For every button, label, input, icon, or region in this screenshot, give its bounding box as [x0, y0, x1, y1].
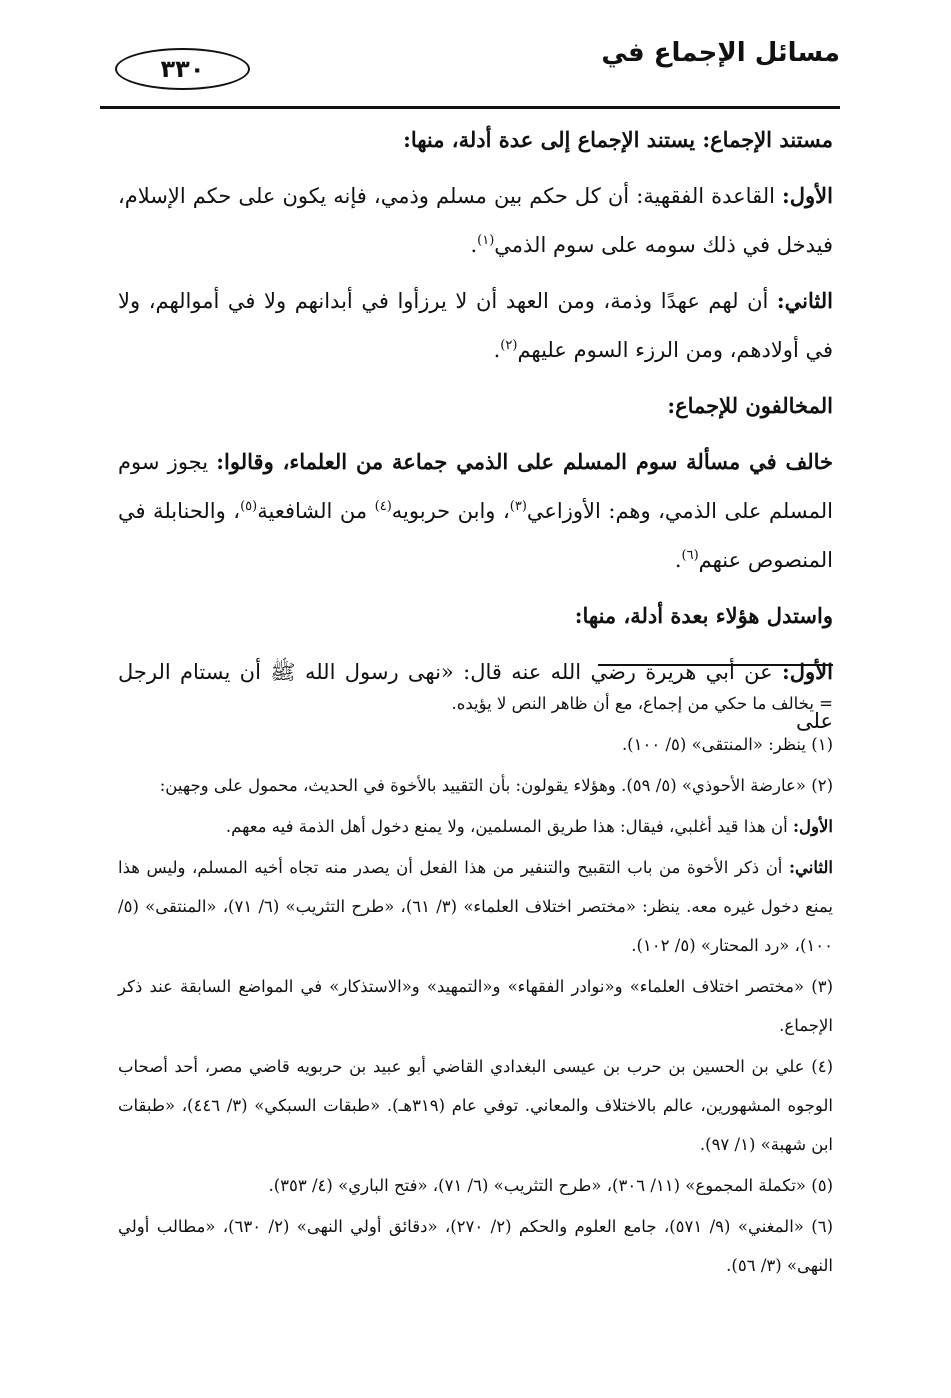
- footnote-ref: (١): [477, 233, 495, 248]
- lead-word: الثاني:: [788, 858, 833, 877]
- main-text: [118, 115, 833, 752]
- footnote-text: أن هذا قيد أغلبي، فيقال: هذا طريق المسلمين، ولا يمنع دخول أهل الذمة فيه معهم.: [225, 817, 793, 836]
- paragraph-proofs-heading: [118, 591, 833, 641]
- section-heading: مستند الإجماع: يستند الإجماع إلى عدة أدلة، منها:: [403, 127, 833, 152]
- footnote-continuation: = يخالف ما حكي من إجماع، مع أن ظاهر النص لا يؤيده.: [451, 694, 833, 713]
- footnote-2-second: [118, 848, 833, 965]
- footnote-4: (٤) علي بن الحسين بن حرب بن عيسى البغدادي القاضي أبو عبيد بن حربويه قاضي مصر، أحد أصحاب الوجوه المشهورين، عالم بالاختلاف والمعاني. توفي عام (٣١٩هـ). «طبقات السبكي» (٣/ ٤٤٦)، «طبقات ابن شهبة» (١/ ٩٧).: [118, 1057, 833, 1154]
- paragraph-opponents: خالف في مسألة سوم المسلم على الذمي جماعة من العلماء، وقالوا: يجوز سوم المسلم على الذمي، وهم: الأوزاعي$^{(٣)}$، وابن حربويه$^{(٤)}$ من الشافعية$^{(٥)}$، والحنابلة في المنصوص عنهم$^{(٦)}$.: [118, 449, 833, 572]
- paragraph-opponents-heading: [118, 381, 833, 431]
- footnote-ref: (٥): [240, 499, 258, 514]
- footnotes: [118, 684, 833, 1287]
- section-heading: واستدل هؤلاء بعدة أدلة، منها:: [574, 603, 833, 628]
- paragraph-text: القاعدة الفقهية: أن كل حكم بين مسلم وذمي، فإنه يكون على حكم الإسلام، فيدخل في ذلك سومه على سوم الذمي: [118, 184, 833, 257]
- page-header: [100, 30, 840, 90]
- footnote-5: (٥) «تكملة المجموع» (١١/ ٣٠٦)، «طرح التثريب» (٦/ ٧١)، «فتح الباري» (٤/ ٣٥٣).: [268, 1176, 833, 1195]
- paragraph-text: ، والحنابلة في المنصوص عنهم: [118, 499, 833, 572]
- lead-word: الأول:: [782, 183, 833, 208]
- footnote-2: (٢) «عارضة الأحوذي» (٥/ ٥٩). وهؤلاء يقولون: بأن التقييد بالأخوة في الحديث، محمول على وجهين:: [159, 776, 833, 795]
- lead-word: الأول:: [792, 817, 833, 836]
- paragraph-text: من الشافعية: [257, 499, 375, 523]
- running-title: مسائل الإجماع في: [601, 38, 840, 68]
- paragraph-text: عن أبي هريرة رضي الله عنه قال: «نهى رسول الله ﷺ أن يستام الرجل على: [118, 660, 833, 733]
- paragraph-evidence-heading: [118, 115, 833, 165]
- paragraph-second-evidence: الثاني: أن لهم عهدًا وذمة، ومن العهد أن لا يرزأوا في أبدانهم ولا في أموالهم، ولا في أولادهم، ومن الرزء السوم عليهم$^{(٢)}$.: [118, 288, 833, 362]
- footnote-1: (١) ينظر: «المنتقى» (٥/ ١٠٠).: [621, 735, 833, 754]
- paragraph-first-evidence: الأول: القاعدة الفقهية: أن كل حكم بين مسلم وذمي، فإنه يكون على حكم الإسلام، فيدخل في ذلك سومه على سوم الذمي$^{(١)}$.: [118, 183, 833, 257]
- header-rule: [100, 106, 840, 109]
- footnote-6: (٦) «المغني» (٩/ ٥٧١)، جامع العلوم والحكم (٢/ ٢٧٠)، «دقائق أولي النهى» (٢/ ٦٣٠)، «مطالب أولي النهى» (٣/ ٥٦).: [118, 1217, 833, 1275]
- paragraph-text: ، وابن حربويه: [391, 499, 510, 523]
- footnote-ref: (٣): [509, 499, 527, 514]
- paragraph-text: أن لهم عهدًا وذمة، ومن العهد أن لا يرزأوا في أبدانهم ولا في أموالهم، ولا في أولادهم، ومن الرزء السوم عليهم: [118, 289, 833, 362]
- footnote-ref: (٦): [681, 548, 699, 563]
- lead-word: الثاني:: [776, 288, 833, 313]
- footnote-2-first: [118, 807, 833, 846]
- page-number: ٣٣٠: [115, 48, 250, 90]
- lead-sentence: خالف في مسألة سوم المسلم على الذمي جماعة من العلماء، وقالوا:: [216, 449, 833, 474]
- footnote-3: (٣) «مختصر اختلاف العلماء» و«نوادر الفقهاء» و«التمهيد» و«الاستذكار» في المواضع السابقة عند ذكر الإجماع.: [118, 977, 833, 1035]
- footnote-ref: (٢): [500, 338, 518, 353]
- footnote-ref: (٤): [374, 499, 392, 514]
- footnote-text: أن ذكر الأخوة من باب التقبيح والتنفير من هذا الفعل أن يصدر منه تجاه أخيه المسلم، وليس هذا يمنع دخول غيره معه. ينظر: «مختصر اختلاف العلماء» (٣/ ٦١)، «طرح التثريب» (٦/ ٧١)، «المنتقى» (٥/ ١٠٠)، «رد المحتار» (٥/ ١٠٢).: [118, 858, 833, 955]
- lead-word: الأول:: [782, 659, 833, 684]
- paragraph-text: يجوز سوم المسلم على الذمي، وهم: الأوزاعي: [118, 450, 833, 523]
- footnote-separator: [598, 664, 833, 666]
- section-heading: المخالفون للإجماع:: [667, 393, 833, 418]
